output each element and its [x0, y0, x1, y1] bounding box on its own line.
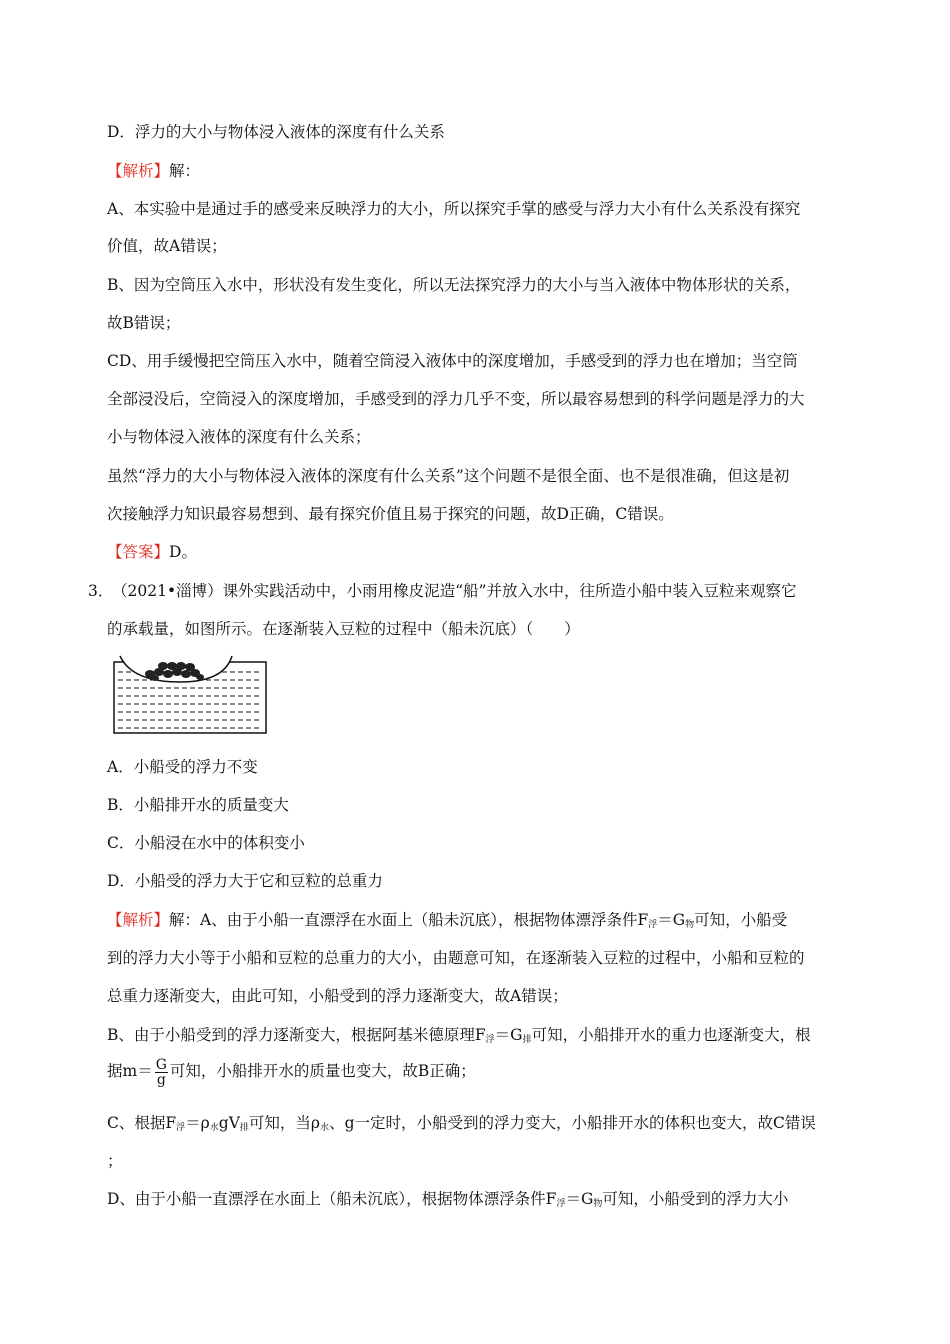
- analysis-line: 价值，故A错误；: [107, 237, 227, 255]
- answer-value: D。: [169, 543, 197, 561]
- analysis-line: 次接触浮力知识最容易想到、最有探究价值且易于探究的问题，故D正确，C错误。: [107, 505, 674, 523]
- fraction-denominator: g: [156, 1071, 166, 1088]
- solution-text: 据m＝: [107, 1062, 153, 1080]
- solution-line: 总重力逐渐变大，由此可知，小船受到的浮力逐渐变大，故A错误；: [107, 987, 568, 1005]
- subscript: 水: [209, 1123, 219, 1133]
- analysis-line: 全部浸没后，空筒浸入的深度增加，手感受到的浮力几乎不变，所以最容易想到的科学问题是浮力的大: [107, 390, 805, 408]
- subscript: 浮: [648, 920, 658, 930]
- solution-line: ；: [107, 1152, 123, 1170]
- option-b: B．小船排开水的质量变大: [107, 796, 289, 814]
- solution-line: 到的浮力大小等于小船和豆粒的总重力的大小，由题意可知，在逐渐装入豆粒的过程中，小船和豆粒的: [107, 949, 805, 967]
- subscript: 物: [685, 920, 695, 930]
- solution-line-d1: [107, 1189, 788, 1214]
- solution-text: 可知，小船排开水的质量也变大，故B正确；: [169, 1062, 476, 1080]
- analysis-line: 故B错误；: [107, 314, 181, 332]
- fraction-numerator: G: [155, 1056, 167, 1073]
- boat-figure: [112, 654, 272, 736]
- solution-text: ＝G: [657, 911, 686, 929]
- answer-line: [107, 542, 197, 562]
- solution-line-a1: [107, 910, 787, 935]
- option-c: C．小船浸在水中的体积变小: [107, 834, 305, 852]
- solution-text: gV: [218, 1114, 240, 1132]
- solution-text: 可知，小船受到的浮力大小: [602, 1190, 789, 1208]
- solution-line-b1: [107, 1025, 811, 1050]
- analysis-line: B、因为空筒压入水中，形状没有发生变化，所以无法探究浮力的大小与当入液体中物体形状的关系，: [107, 276, 801, 294]
- solution-line-c1: [107, 1113, 816, 1138]
- solution-text: C、根据F: [107, 1114, 177, 1132]
- question-number: 3．: [88, 582, 114, 600]
- analysis-heading: [107, 161, 200, 181]
- subscript: 浮: [176, 1123, 186, 1133]
- subscript: 排: [522, 1035, 532, 1045]
- solution-text: 可知，小船受: [694, 911, 788, 929]
- option-a: A．小船受的浮力不变: [107, 758, 258, 776]
- option-d-text: D．浮力的大小与物体浸入液体的深度有什么关系: [107, 123, 445, 141]
- analysis-line: CD、用手缓慢把空筒压入水中，随着空筒浸入液体中的深度增加，手感受到的浮力也在增加；当空筒: [107, 352, 798, 370]
- solution-line-b2: [107, 1056, 476, 1087]
- solution-text: 可知，小船排开水的重力也逐渐变大，根: [531, 1026, 811, 1044]
- solution-text: ＝ρ: [185, 1114, 210, 1132]
- answer-tag: 【答案】: [107, 543, 170, 561]
- subscript: 物: [593, 1199, 603, 1209]
- solution-text: 、g一定时，小船受到的浮力变大，小船排开水的体积也变大，故C错误: [329, 1114, 816, 1132]
- analysis-line: A、本实验中是通过手的感受来反映浮力的大小，所以探究手掌的感受与浮力大小有什么关系没有探究: [107, 200, 801, 218]
- solution-text: D、由于小船一直漂浮在水面上（船未沉底），根据物体漂浮条件F: [107, 1190, 557, 1208]
- solution-text: 可知，当ρ: [248, 1114, 321, 1132]
- analysis-tag: 【解析】: [107, 911, 170, 929]
- analysis-line: 虽然“浮力的大小与物体浸入液体的深度有什么关系”这个问题不是很全面、也不是很准确，但这是初: [107, 467, 790, 485]
- analysis-intro: 解：: [169, 162, 201, 180]
- fraction: [155, 1058, 168, 1087]
- question-text: 的承载量，如图所示。在逐渐装入豆粒的过程中（船未沉底）（ ）: [107, 620, 580, 638]
- subscript: 排: [239, 1123, 249, 1133]
- analysis-tag: 【解析】: [107, 162, 170, 180]
- solution-text: ＝G: [494, 1026, 523, 1044]
- question-text: （2021•淄博）课外实践活动中，小雨用橡皮泥造“船”并放入水中，往所造小船中装入豆粒来观察它: [112, 582, 797, 600]
- solution-text: 解：A、由于小船一直漂浮在水面上（船未沉底），根据物体漂浮条件F: [169, 911, 649, 929]
- subscript: 浮: [485, 1035, 495, 1045]
- subscript: 水: [320, 1123, 330, 1133]
- option-d: D．小船受的浮力大于它和豆粒的总重力: [107, 872, 383, 890]
- solution-text: ＝G: [565, 1190, 594, 1208]
- analysis-line: 小与物体浸入液体的深度有什么关系；: [107, 428, 371, 446]
- solution-text: B、由于小船受到的浮力逐渐变大，根据阿基米德原理F: [107, 1026, 486, 1044]
- subscript: 浮: [556, 1199, 566, 1209]
